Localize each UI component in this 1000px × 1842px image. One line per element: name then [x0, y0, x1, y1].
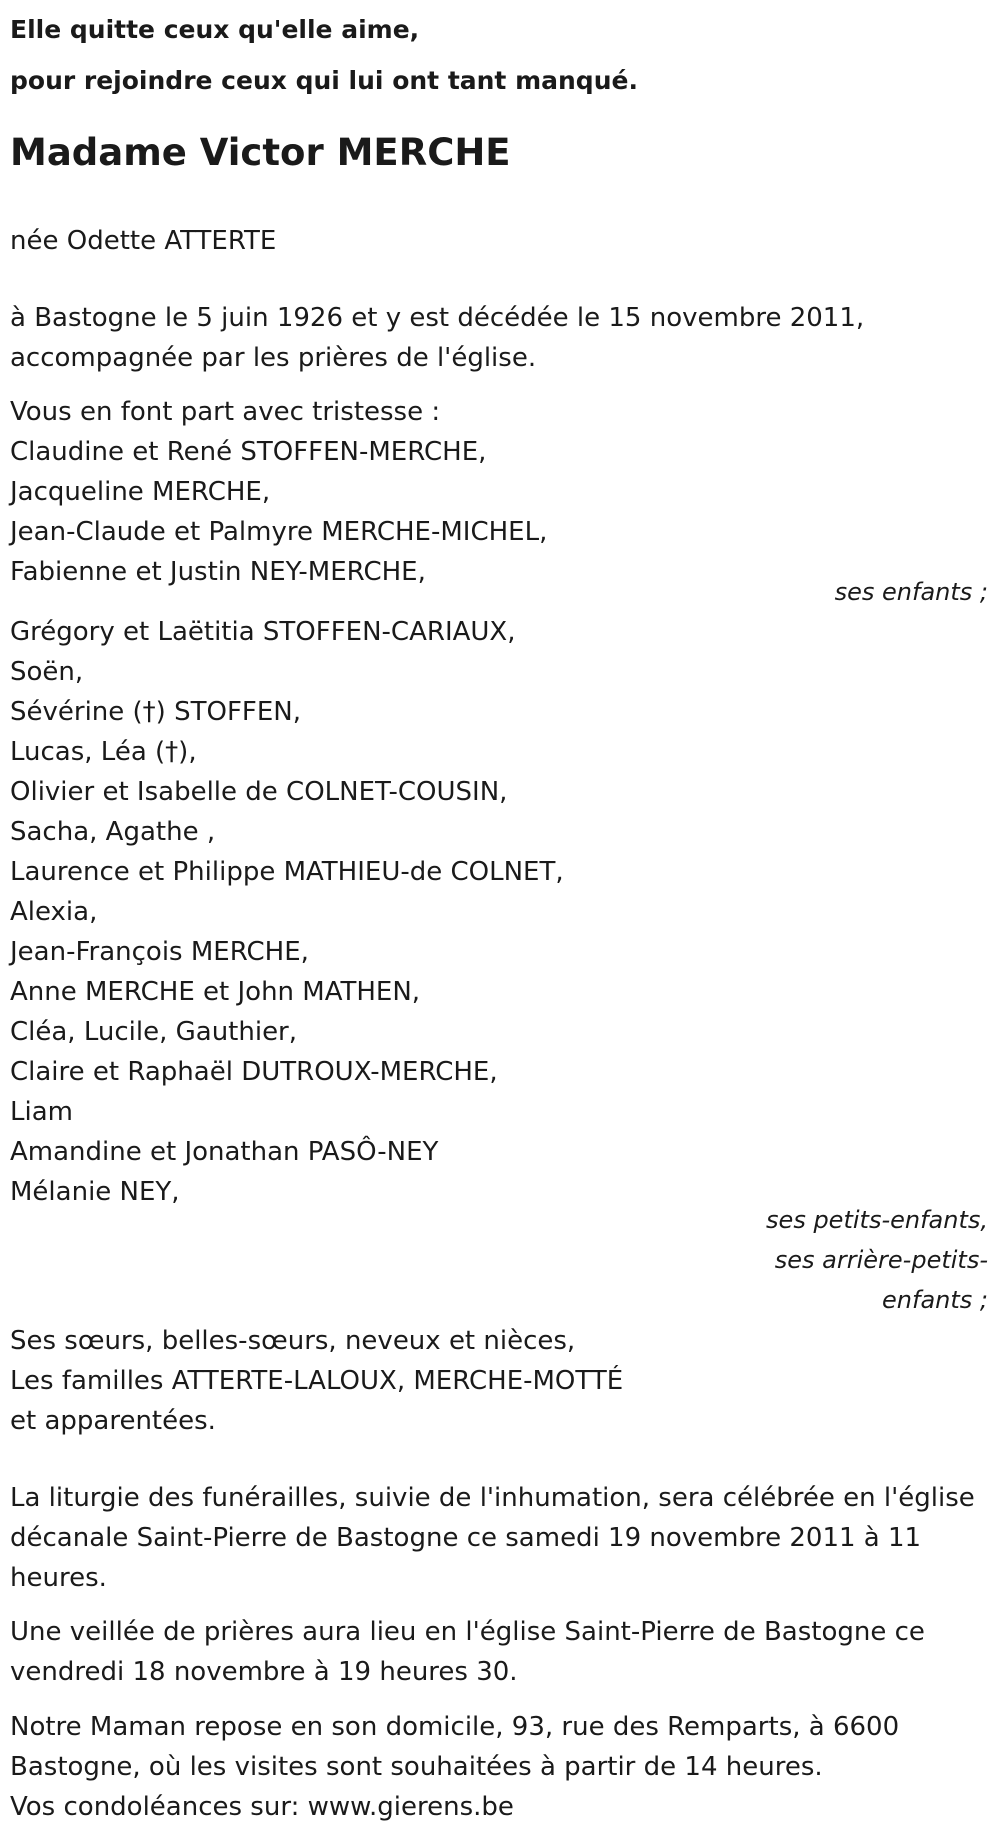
visitation-line: Bastogne, où les visites sont souhaitées à partir de 14 heures. [10, 1752, 823, 1782]
grandchild-entry: Soën, [10, 657, 84, 687]
children-block [10, 392, 547, 592]
grandchildren-label [766, 1200, 988, 1320]
child-entry: Jean-Claude et Palmyre MERCHE-MICHEL, [10, 517, 548, 547]
announcement-intro: Vous en font part avec tristesse : [10, 397, 441, 427]
family-line: et apparentées. [10, 1406, 216, 1436]
epigraph [10, 4, 638, 106]
birth-name: née Odette ATTERTE [10, 226, 277, 256]
family-line: Les familles ATTERTE-LALOUX, MERCHE-MOTTÉ [10, 1366, 624, 1396]
grandchild-entry: Mélanie NEY, [10, 1177, 180, 1207]
funeral-line: heures. [10, 1563, 107, 1593]
child-entry: Fabienne et Justin NEY-MERCHE, [10, 557, 426, 587]
epigraph-line: Elle quitte ceux qu'elle aime, [10, 15, 420, 44]
child-entry: Jacqueline MERCHE, [10, 477, 271, 507]
grandchildren-label-line: ses petits-enfants, [766, 1206, 988, 1234]
grandchild-entry: Anne MERCHE et John MATHEN, [10, 977, 421, 1007]
visitation-info [10, 1707, 899, 1787]
grandchild-entry: Grégory et Laëtitia STOFFEN-CARIAUX, [10, 617, 516, 647]
children-label: ses enfants ; [834, 578, 988, 606]
grandchildren-label-line: enfants ; [882, 1286, 988, 1314]
family-line: Ses sœurs, belles-sœurs, neveux et nièces, [10, 1326, 576, 1356]
vigil-line: vendredi 18 novembre à 19 heures 30. [10, 1657, 518, 1687]
grandchild-entry: Alexia, [10, 897, 98, 927]
funeral-line: La liturgie des funérailles, suivie de l'inhumation, sera célébrée en l'église [10, 1483, 975, 1513]
grandchild-entry: Sévérine (†) STOFFEN, [10, 697, 301, 727]
vigil-info [10, 1612, 925, 1692]
funeral-info [10, 1478, 975, 1598]
grandchildren-block [10, 612, 564, 1212]
deceased-name: Madame Victor MERCHE [10, 131, 511, 174]
grandchild-entry: Cléa, Lucile, Gauthier, [10, 1017, 298, 1047]
grandchild-entry: Lucas, Léa (†), [10, 737, 197, 767]
visitation-line: Notre Maman repose en son domicile, 93, rue des Remparts, à 6600 [10, 1712, 900, 1742]
grandchild-entry: Sacha, Agathe , [10, 817, 216, 847]
funeral-line: décanale Saint-Pierre de Bastogne ce samedi 19 novembre 2011 à 11 [10, 1523, 922, 1553]
birth-death-info [10, 298, 864, 378]
grandchild-entry: Jean-François MERCHE, [10, 937, 309, 967]
vigil-line: Une veillée de prières aura lieu en l'église Saint-Pierre de Bastogne ce [10, 1617, 925, 1647]
grandchild-entry: Laurence et Philippe MATHIEU-de COLNET, [10, 857, 564, 887]
birth-death-line: à Bastogne le 5 juin 1926 et y est décédée le 15 novembre 2011, [10, 303, 865, 333]
birth-death-line: accompagnée par les prières de l'église. [10, 343, 537, 373]
grandchild-entry: Claire et Raphaël DUTROUX-MERCHE, [10, 1057, 498, 1087]
epigraph-line: pour rejoindre ceux qui lui ont tant manqué. [10, 66, 638, 95]
grandchild-entry: Liam [10, 1097, 73, 1127]
grandchild-entry: Amandine et Jonathan PASÔ-NEY [10, 1137, 439, 1167]
child-entry: Claudine et René STOFFEN-MERCHE, [10, 437, 487, 467]
grandchildren-label-line: ses arrière-petits- [774, 1246, 988, 1274]
condolences-link[interactable]: Vos condoléances sur: www.gierens.be [10, 1792, 514, 1822]
grandchild-entry: Olivier et Isabelle de COLNET-COUSIN, [10, 777, 508, 807]
extended-family-block [10, 1321, 623, 1441]
